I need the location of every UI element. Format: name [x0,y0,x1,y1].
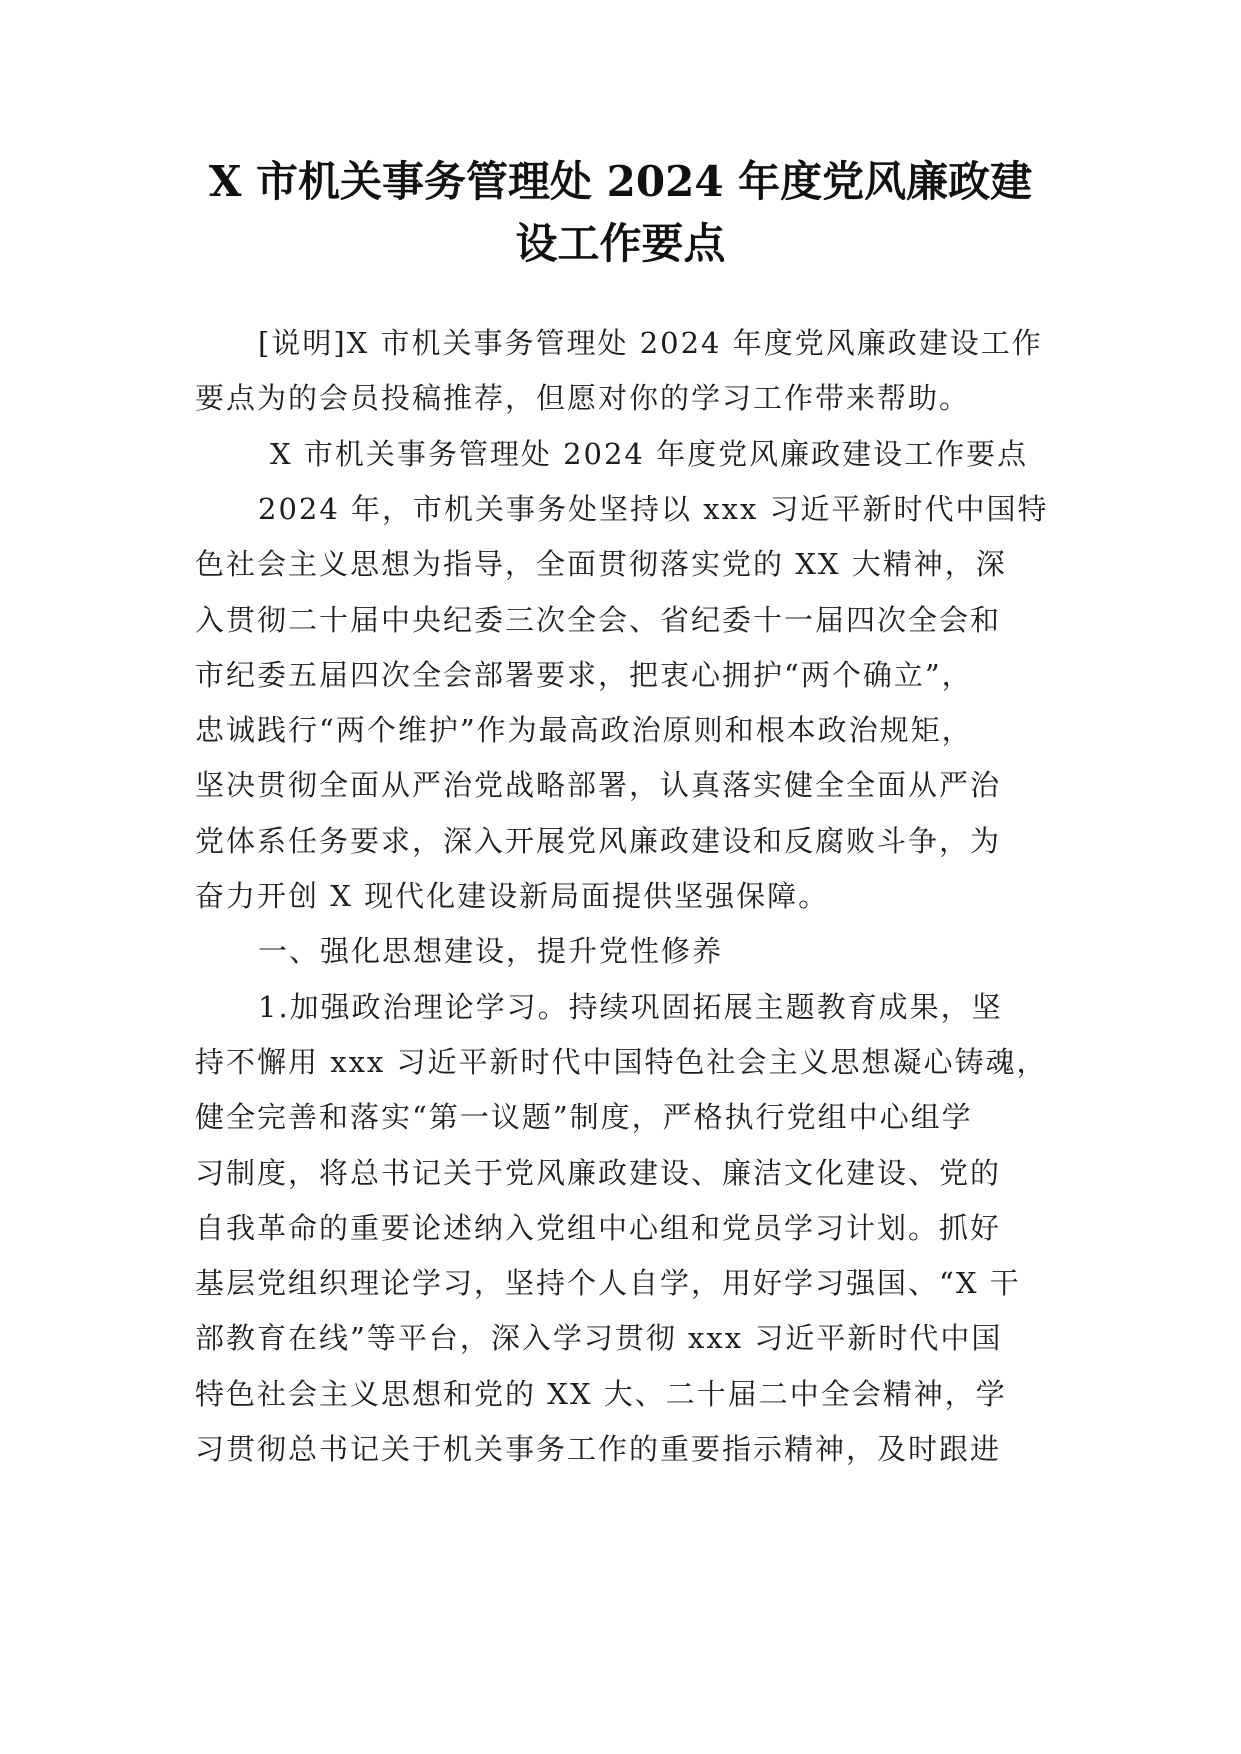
paragraph-line: 健全完善和落实“第一议题”制度，严格执行党组中心组学 [195,1100,973,1135]
paragraph-line: 要点为的会员投稿推荐，但愿对你的学习工作带来帮助。 [195,381,971,416]
paragraph-line: 色社会主义思想为指导，全面贯彻落实党的 XX 大精神，深 [195,547,1007,582]
paragraph-line: [说明]X 市机关事务管理处 2024 年度党风廉政建设工作 [258,326,1043,360]
paragraph-line: 入贯彻二十届中央纪委三次全会、省纪委十一届四次全会和 [195,602,1002,637]
paragraph-line: 一、强化思想建设，提升党性修养 [258,934,724,969]
paragraph-line: 基层党组织理论学习，坚持个人自学，用好学习强国、“X 干 [195,1266,1021,1301]
paragraph-line: 持不懈用 xxx 习近平新时代中国特色社会主义思想凝心铸魂， [195,1044,1048,1079]
paragraph-line: 习贯彻总书记关于机关事务工作的重要指示精神，及时跟进 [195,1432,1002,1466]
paragraph-line: 2024 年，市机关事务处坚持以 xxx 习近平新时代中国特 [258,491,1049,526]
document-title-line-2: 设工作要点 [515,219,726,268]
paragraph-line: 市纪委五届四次全会部署要求，把衷心拥护“两个确立”， [195,657,973,692]
paragraph-line: 特色社会主义思想和党的 XX 大、二十届二中全会精神，学 [195,1376,1007,1411]
document-title-line-1: X 市机关事务管理处 2024 年度党风廉政建 [208,157,1033,206]
paragraph-line: 坚决贯彻全面从严治党战略部署，认真落实健全全面从严治 [195,768,1002,803]
paragraph-line: 部教育在线”等平台，深入学习贯彻 xxx 习近平新时代中国 [195,1321,1003,1356]
paragraph-line: 自我革命的重要论述纳入党组中心组和党员学习计划。抓好 [195,1210,1002,1245]
paragraph-line: 党体系任务要求，深入开展党风廉政建设和反腐败斗争，为 [195,823,1002,858]
paragraph-line: X 市机关事务管理处 2024 年度党风廉政建设工作要点 [270,436,1029,471]
paragraph-line: 1.加强政治理论学习。持续巩固拓展主题教育成果，坚 [258,989,1003,1024]
paragraph-line: 奋力开创 X 现代化建设新局面提供坚强保障。 [195,879,830,913]
paragraph-line: 习制度，将总书记关于党风廉政建设、廉洁文化建设、党的 [195,1155,1002,1190]
paragraph-line: 忠诚践行“两个维护”作为最高政治原则和根本政治规矩， [195,713,973,748]
